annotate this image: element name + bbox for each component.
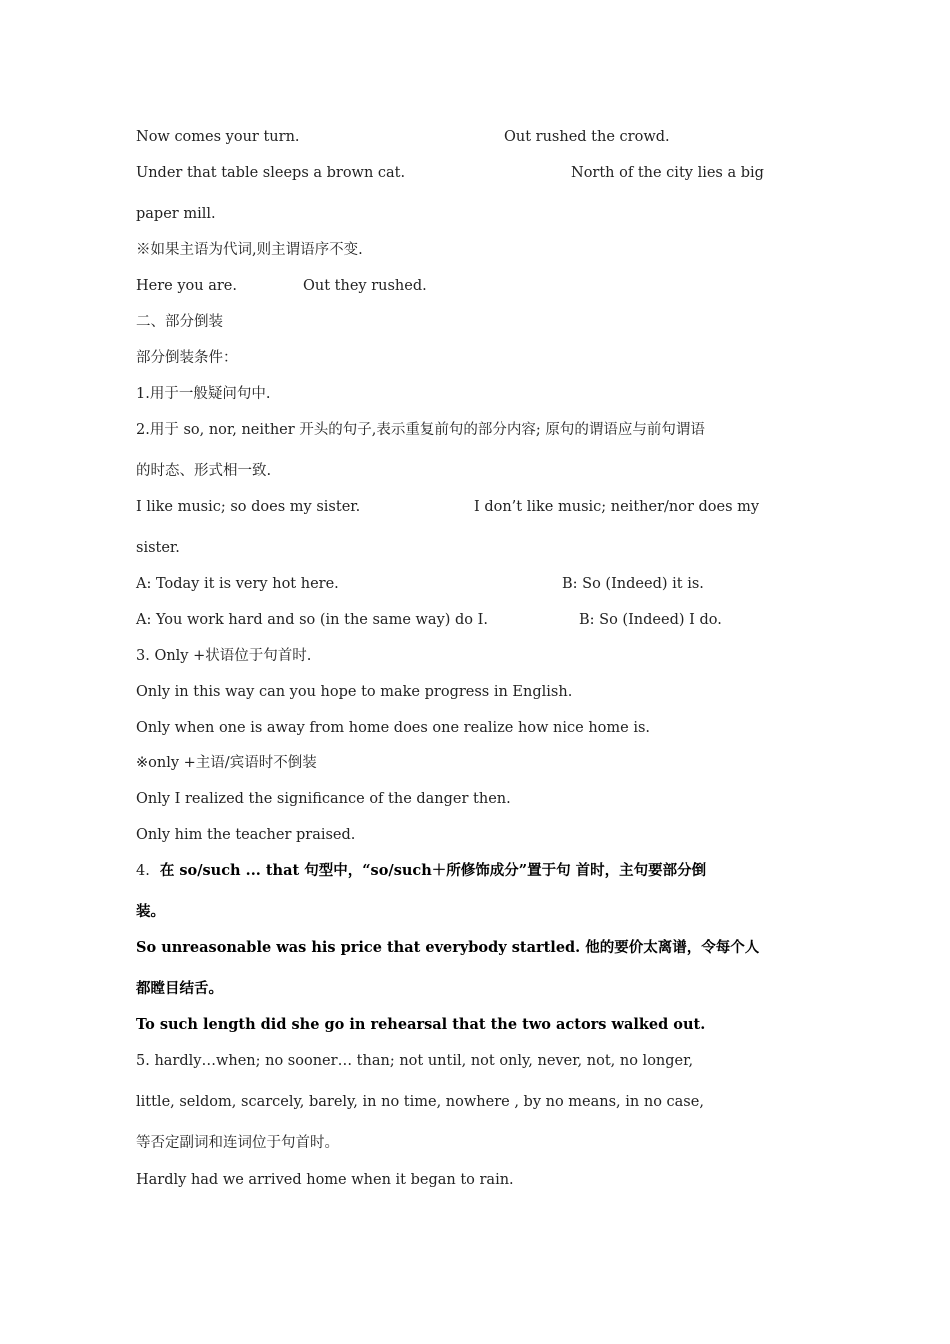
note-only-subject: ※only +主语/宾语时不倒装 — [136, 755, 317, 771]
rule-5-cont: 等否定副词和连词位于句首时。 — [136, 1135, 339, 1151]
rule-4-number: 4. — [136, 863, 150, 879]
example-like-music: I like music; so does my sister. — [136, 499, 361, 515]
text-line: paper mill. — [136, 206, 216, 222]
rule-4-cont: 装。 — [136, 903, 165, 920]
example-sentence: Only in this way can you hope to make progress in English. — [136, 684, 573, 700]
example-sentence: Only him the teacher praised. — [136, 827, 356, 843]
dialog-b: B: So (Indeed) I do. — [579, 612, 722, 628]
example-line — [136, 497, 760, 517]
note-pronoun-subject: ※如果主语为代词,则主谓语序不变. — [136, 242, 363, 258]
dialog-line — [136, 610, 722, 630]
example-sentence: Only I realized the significance of the danger then. — [136, 791, 511, 807]
example-out-rushed: Out rushed the crowd. — [504, 129, 670, 145]
rule-4-text: 在 so/such ... that 句型中，“so/such＋所修饰成分”置于句 首时，主句要部分倒 — [159, 862, 707, 879]
example-translation: 都瞠目结舌。 — [136, 980, 223, 997]
rule-5-cont: little, seldom, scarcely, barely, in no time, nowhere , by no means, in no case, — [136, 1094, 704, 1110]
dialog-a: A: Today it is very hot here. — [136, 576, 339, 592]
example-dont-like-music: I don’t like music; neither/nor does my — [474, 499, 760, 515]
rule-2: 2.用于 so, nor, neither 开头的句子,表示重复前句的部分内容; 原句的谓语应与前句谓语 — [136, 422, 705, 438]
subheading: 部分倒装条件： — [136, 350, 238, 366]
rule-1: 1.用于一般疑问句中. — [136, 386, 271, 402]
example-out-they-rushed: Out they rushed. — [303, 278, 427, 294]
dialog-line — [136, 574, 704, 594]
rule-5: 5. hardly…when; no sooner… than; not until, not only, never, not, no longer, — [136, 1053, 694, 1069]
example-now-comes: Now comes your turn. — [136, 129, 300, 145]
example-sentence: Only when one is away from home does one realize how nice home is. — [136, 720, 651, 736]
example-line — [136, 276, 427, 296]
example-here-you-are: Here you are. — [136, 278, 237, 294]
dialog-a: A: You work hard and so (in the same way) do I. — [136, 612, 488, 628]
rule-2-cont: 的时态、形式相一致. — [136, 463, 272, 479]
example-line — [136, 127, 670, 147]
example-under-table: Under that table sleeps a brown cat. — [136, 165, 406, 181]
example-line — [136, 163, 764, 183]
rule-3: 3. Only +状语位于句首时. — [136, 648, 312, 664]
section-heading: 二、部分倒装 — [136, 314, 223, 330]
example-sentence-bold: So unreasonable was his price that everybody startled. 他的要价太离谱，令每个人 — [136, 939, 760, 956]
example-north-city: North of the city lies a big — [571, 165, 764, 181]
dialog-b: B: So (Indeed) it is. — [562, 576, 704, 592]
text-line: sister. — [136, 540, 180, 556]
rule-4 — [136, 861, 706, 881]
example-sentence: Hardly had we arrived home when it began to rain. — [136, 1172, 514, 1188]
example-sentence-bold: To such length did she go in rehearsal that the two actors walked out. — [136, 1016, 706, 1033]
